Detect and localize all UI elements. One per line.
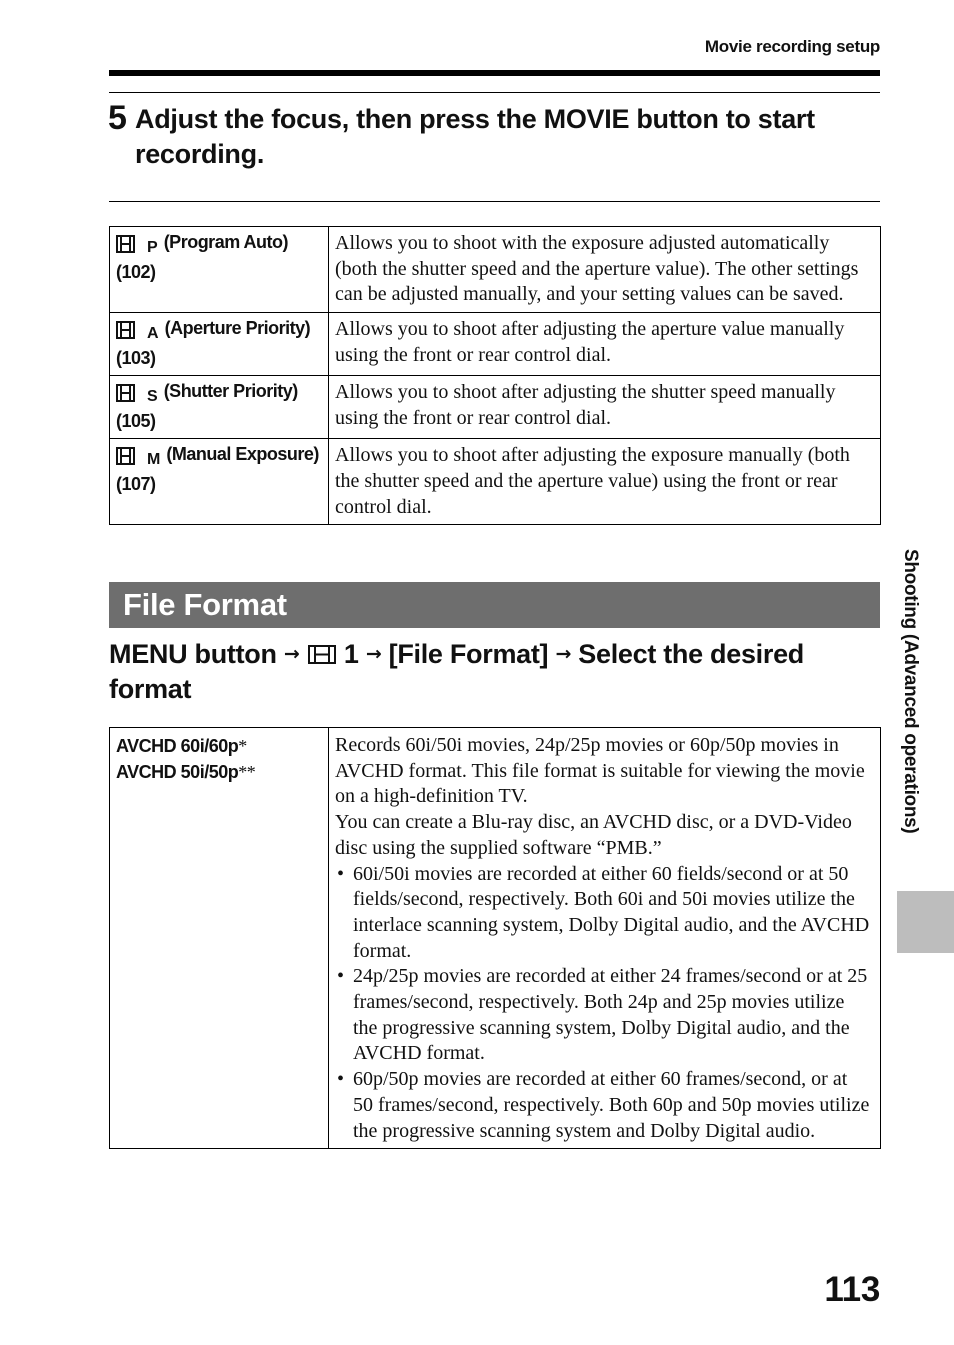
format-bullet-list	[335, 862, 872, 1145]
side-tab-marker	[897, 891, 954, 953]
mode-label: (Program Auto) (102)	[116, 232, 289, 282]
format-disc-note: You can create a Blu-ray disc, an AVCHD disc, or a DVD-Video disc using the supplied software “PMB.”	[335, 811, 852, 859]
format-description-cell	[329, 728, 881, 1149]
side-tab-label: Shooting (Advanced operations)	[900, 549, 921, 834]
mode-label-cell	[110, 227, 329, 313]
header-rule-thin	[109, 92, 880, 93]
movie-mode-m-icon	[116, 446, 160, 472]
footnote-mark: **	[238, 762, 256, 782]
mode-label-cell	[110, 439, 329, 525]
mode-description: Allows you to shoot after adjusting the exposure manually (both the shutter speed and the aperture value) using the front or rear control dial.	[329, 439, 881, 525]
movie-mode-a-icon	[116, 320, 158, 346]
menu-path-action: Select the desired format	[109, 639, 804, 704]
table-row	[110, 728, 881, 1149]
table-row	[110, 313, 881, 376]
format-label-60	[116, 733, 323, 759]
mode-description: Allows you to shoot after adjusting the aperture value manually using the front or rear control dial.	[329, 313, 881, 376]
format-label-60-text: AVCHD 60i/60p	[116, 736, 239, 756]
page-number: 113	[824, 1270, 880, 1309]
mode-description: Allows you to shoot after adjusting the shutter speed manually using the front or rear control dial.	[329, 376, 881, 439]
list-item: • 60p/50p movies are recorded at either 60 frames/second, or at 50 frames/second, respectively. Both 60p and 50p movies utilize the progressive scanning system and Dolby Digital audio.	[335, 1067, 872, 1144]
mode-letter: S	[147, 388, 158, 406]
movie-mode-p-icon	[116, 234, 157, 260]
menu-path-menu-button: MENU button	[109, 639, 277, 669]
mode-label-cell	[110, 376, 329, 439]
step-text: Adjust the focus, then press the MOVIE button to start recording.	[135, 104, 815, 169]
list-item: • 24p/25p movies are recorded at either 24 frames/second or at 25 frames/second, respectively. Both 24p and 25p movies utilize the progressive scanning system, Dolby Digital audio, and the AVCHD format.	[335, 964, 872, 1067]
mode-label: (Manual Exposure) (107)	[116, 444, 319, 495]
arrow-right-icon: →	[555, 643, 572, 665]
table-row	[110, 227, 881, 313]
table-row	[110, 376, 881, 439]
movie-menu-icon	[307, 639, 337, 669]
format-label-50	[116, 759, 323, 785]
exposure-mode-table	[109, 226, 881, 525]
section-title: File Format	[123, 587, 287, 622]
arrow-right-icon: →	[365, 643, 382, 665]
format-label-cell	[110, 728, 329, 1149]
menu-path	[109, 637, 869, 707]
format-label-50-text: AVCHD 50i/50p	[116, 762, 239, 782]
footnote-mark: *	[238, 736, 247, 756]
mode-label: (Shutter Priority) (105)	[116, 381, 298, 432]
mode-letter: A	[147, 325, 159, 343]
arrow-right-icon: →	[283, 643, 300, 665]
file-format-table	[109, 727, 881, 1149]
format-intro: Records 60i/50i movies, 24p/25p movies or 60p/50p movies in AVCHD format. This file format is suitable for viewing the movie on a high-definition TV.	[335, 734, 865, 808]
step-rule	[109, 201, 880, 202]
mode-letter: M	[147, 451, 160, 469]
mode-label-cell	[110, 313, 329, 376]
menu-path-page: 1	[343, 639, 359, 669]
running-header: Movie recording setup	[704, 37, 880, 56]
table-row	[110, 439, 881, 525]
movie-mode-s-icon	[116, 383, 157, 409]
mode-label: (Aperture Priority) (103)	[116, 318, 311, 369]
mode-letter: P	[147, 239, 158, 256]
section-heading-bar	[109, 582, 880, 628]
header-rule-thick	[109, 70, 880, 76]
list-item: • 60i/50i movies are recorded at either 60 fields/second or at 50 fields/second, respectively. Both 60i and 50i movies utilize the interlace scanning system, Dolby Digital audio, and the AVCHD format.	[335, 862, 872, 965]
menu-path-item: [File Format]	[388, 639, 549, 669]
step-number: 5	[108, 99, 127, 137]
mode-description: Allows you to shoot with the exposure adjusted automatically (both the shutter speed and the aperture value). The other settings can be adjusted manually, and your setting values can be saved.	[329, 227, 881, 313]
